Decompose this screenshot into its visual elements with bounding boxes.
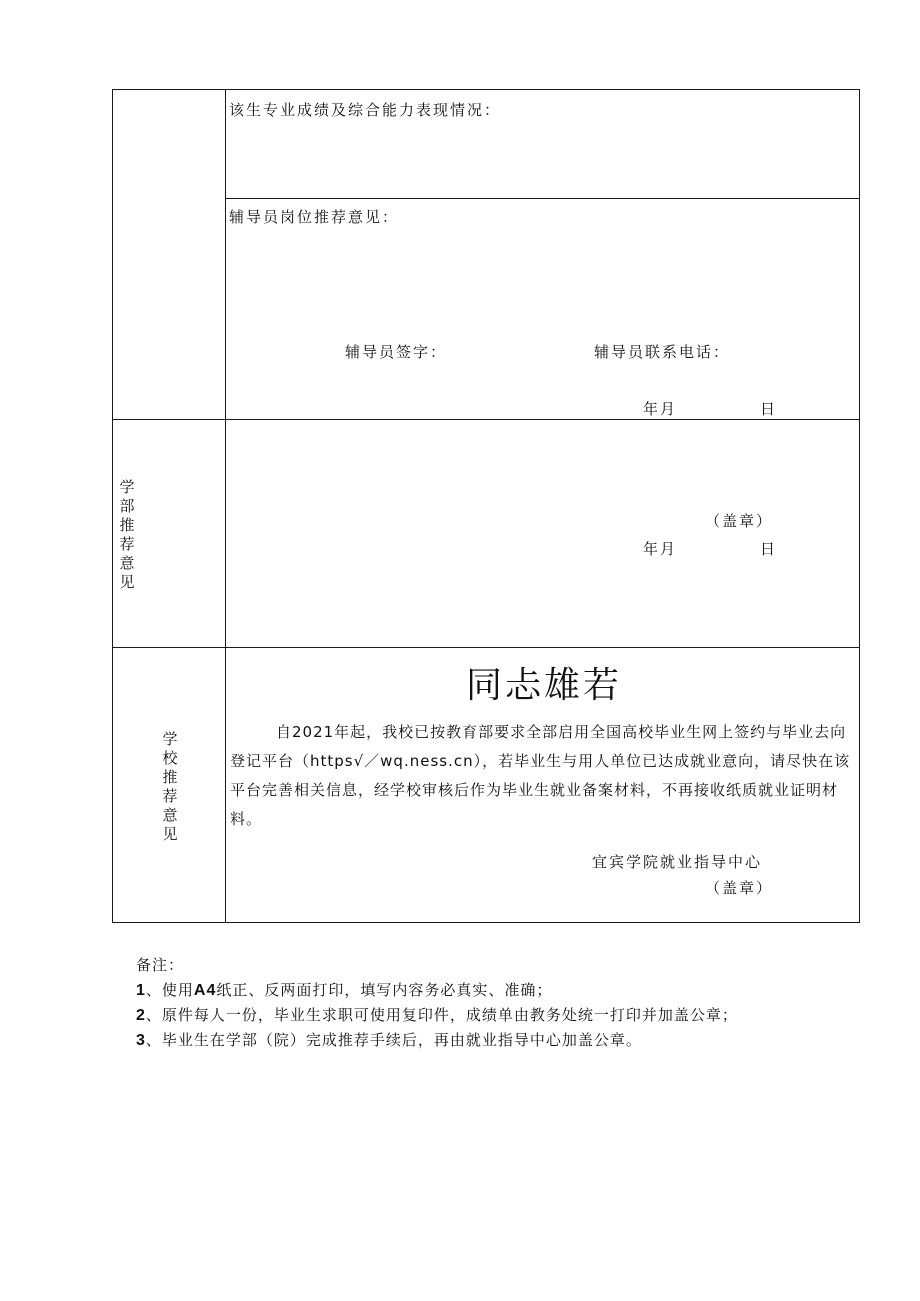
- counselor-date-ym: 年月: [643, 400, 678, 418]
- note-bold: A4: [193, 982, 217, 999]
- performance-row-divider: [225, 198, 860, 199]
- school-notice-paragraph: [230, 718, 860, 834]
- department-date-d: 日: [760, 540, 778, 558]
- label-char: 见: [162, 825, 178, 843]
- note-text: 、毕业生在学部（院）完成推荐手续后，再由就业指导中心加盖公章。: [145, 1031, 642, 1049]
- note-item: [136, 1028, 738, 1053]
- school-seal: （盖章）: [705, 879, 774, 897]
- counselor-phone-label: 辅导员联系电话：: [594, 343, 731, 361]
- label-char: 意: [119, 554, 135, 572]
- note-text-tail: 纸正、反两面打印，填写内容务必真实、准确；: [216, 981, 553, 999]
- school-row-divider: [112, 647, 860, 648]
- label-char: 荐: [162, 787, 178, 805]
- note-text: 、原件每人一份，毕业生求职可使用复印件，成绩单由教务处统一打印并加盖公章；: [145, 1006, 738, 1024]
- note-item: [136, 978, 738, 1003]
- label-char: 学: [162, 730, 178, 748]
- label-char: 荐: [119, 535, 135, 553]
- label-char: 意: [162, 806, 178, 824]
- note-text: 、使用: [145, 981, 194, 999]
- school-opinion-label: [160, 730, 180, 844]
- note-item: [136, 1003, 738, 1028]
- department-seal: （盖章）: [705, 512, 774, 530]
- note-number: 1: [136, 982, 146, 999]
- counselor-opinion-label: 辅导员岗位推荐意见：: [229, 208, 400, 226]
- department-date-ym: 年月: [643, 540, 678, 558]
- label-char: 推: [162, 768, 178, 786]
- label-char: 学: [119, 478, 135, 496]
- label-char: 部: [119, 497, 135, 515]
- note-number: 2: [136, 1007, 146, 1024]
- notice-text: 自2021年起，我校已按教育部要求全部启用全国高校毕业生网上签约与毕业去向登记平台（https√／wq.ness.cn），若毕业生与用人单位已达成就业意向，请尽快在该平台完善相关信息，经学校审核后作为毕业生就业备案材料，不再接收纸质就业证明材料。: [230, 723, 851, 828]
- performance-label: 该生专业成绩及综合能力表现情况：: [229, 101, 502, 119]
- label-char: 推: [119, 516, 135, 534]
- table-column-divider: [225, 89, 226, 923]
- table-border-left: [112, 89, 113, 923]
- department-opinion-label: [117, 478, 137, 592]
- counselor-signature-label: 辅导员签字：: [345, 343, 448, 361]
- counselor-date-d: 日: [760, 400, 778, 418]
- school-stamp-text: 同忐雄若: [466, 665, 623, 706]
- note-number: 3: [136, 1032, 146, 1049]
- notes-heading: 备注：: [136, 956, 185, 974]
- school-signer: 宜宾学院就业指导中心: [592, 853, 763, 871]
- label-char: 校: [162, 749, 178, 767]
- notes-block: [136, 953, 738, 1053]
- label-char: 见: [119, 573, 135, 591]
- department-row-divider: [112, 419, 860, 420]
